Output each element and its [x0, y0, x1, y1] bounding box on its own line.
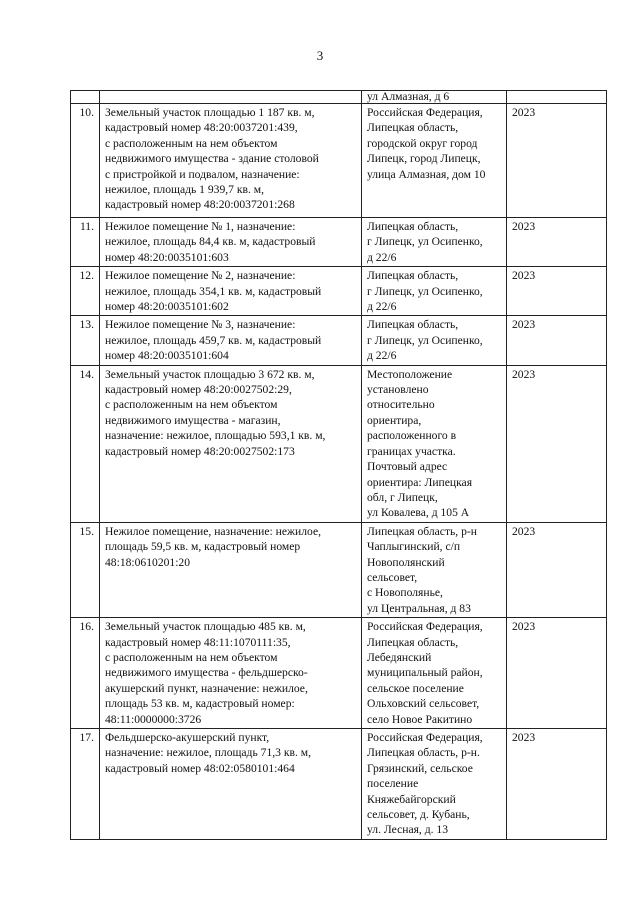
row-number-cell: 16. [71, 618, 100, 729]
object-name-line: недвижимого имущества - фельдшерско- [105, 666, 308, 680]
address-line: Липецкая область, [367, 635, 459, 649]
object-name-line: с расположенным на нем объектом [105, 136, 278, 150]
address-line: Почтовый адрес [367, 460, 448, 474]
object-name-line: кадастровый номер 48:11:1070111:35, [105, 635, 291, 649]
address-line: поселение [367, 777, 419, 791]
object-name-cell [100, 316, 362, 365]
object-name-line: кадастровый номер 48:02:0580101:464 [105, 761, 295, 775]
address-line: д 22/6 [367, 300, 397, 314]
address-line: расположенного в [367, 429, 457, 443]
address-line: с Новополянье, [367, 586, 443, 600]
address-line: Российская Федерация, [367, 106, 483, 119]
object-name-line: 48:18:0610201:20 [105, 555, 191, 569]
address-cell [362, 104, 507, 218]
object-name-cell [100, 618, 362, 729]
address-line: Российская Федерация, [367, 731, 483, 744]
year-cell [507, 91, 607, 104]
table-row [71, 267, 607, 316]
object-name-cell [100, 729, 362, 840]
object-name-line: Земельный участок площадью 485 кв. м, [105, 620, 306, 634]
object-name-line: нежилое, площадь 354,1 кв. м, кадастровый [105, 284, 322, 298]
object-name-line: Нежилое помещение № 2, назначение: [105, 269, 296, 283]
address-line: д 22/6 [367, 349, 397, 363]
address-line: г Липецк, ул Осипенко, [367, 235, 483, 249]
address-line: Местоположение [367, 367, 453, 381]
object-name-line: недвижимого имущества - здание столовой [105, 152, 319, 166]
address-line: Грязинский, сельское [367, 761, 473, 775]
object-name-line: Земельный участок площадью 1 187 кв. м, [105, 106, 315, 119]
object-name-line: кадастровый номер 48:20:0037201:268 [105, 198, 295, 212]
address-line: обл, г Липецк, [367, 490, 438, 504]
object-name-line: нежилое, площадь 459,7 кв. м, кадастровый [105, 333, 322, 347]
object-name-line: номер 48:20:0035101:602 [105, 300, 229, 314]
object-name-line: нежилое, площадь 1 939,7 кв. м, [105, 183, 264, 197]
address-line: Липецкая область, р-н. [367, 746, 480, 760]
address-line: Липецк, город Липецк, [367, 152, 481, 166]
address-line: Новополянский [367, 555, 445, 569]
object-name-line: площадь 53 кв. м, кадастровый номер: [105, 697, 295, 711]
address-cell [362, 267, 507, 316]
address-line: Княжебайгорский [367, 792, 456, 806]
object-name-line: площадь 59,5 кв. м, кадастровый номер [105, 540, 301, 554]
row-number-cell: 10. [71, 104, 100, 218]
address-cell [362, 618, 507, 729]
address-line: ориентира: Липецкая [367, 475, 473, 489]
table-row [71, 316, 607, 365]
row-number-cell: 11. [71, 218, 100, 267]
address-line: ул Центральная, д 83 [367, 601, 471, 615]
year-cell: 2023 [507, 267, 607, 316]
row-number-cell [71, 91, 100, 104]
table-row [71, 104, 607, 218]
table-row [71, 522, 607, 617]
address-line: муниципальный район, [367, 666, 483, 680]
object-name-line: с расположенным на нем объектом [105, 650, 278, 664]
row-number-cell: 17. [71, 729, 100, 840]
object-name-cell [100, 522, 362, 617]
object-name-cell [100, 267, 362, 316]
address-cell [362, 522, 507, 617]
address-line: Российская Федерация, [367, 620, 483, 634]
address-line: ул Ковалева, д 105 А [367, 506, 470, 520]
address-line: Чаплыгинский, с/п [367, 540, 461, 554]
object-name-line: Фельдшерско-акушерский пункт, [105, 731, 270, 744]
object-name-line: кадастровый номер 48:20:0027502:29, [105, 383, 292, 397]
address-line: г Липецк, ул Осипенко, [367, 284, 483, 298]
address-line: Липецкая область, [367, 220, 459, 233]
object-name-cell [100, 218, 362, 267]
address-line: Ольховский сельсовет, [367, 697, 480, 711]
continuation-row [71, 91, 607, 104]
object-name-cell [100, 365, 362, 522]
year-cell: 2023 [507, 522, 607, 617]
address-line: сельское поселение [367, 681, 464, 695]
object-name-line: кадастровый номер 48:20:0027502:173 [105, 444, 295, 458]
address-cell [362, 365, 507, 522]
object-name-line: назначение: нежилое, площадь 71,3 кв. м, [105, 746, 311, 760]
table-row [71, 729, 607, 840]
object-name-line: нежилое, площадь 84,4 кв. м, кадастровый [105, 235, 316, 249]
address-line: д 22/6 [367, 250, 397, 264]
row-number-cell: 15. [71, 522, 100, 617]
object-name-line: с пристройкой и подвалом, назначение: [105, 167, 300, 181]
object-name-line: недвижимого имущества - магазин, [105, 413, 281, 427]
address-line: относительно [367, 398, 435, 412]
object-name-line: Нежилое помещение № 1, назначение: [105, 220, 296, 233]
row-number-cell: 12. [71, 267, 100, 316]
year-cell: 2023 [507, 365, 607, 522]
row-number-cell: 14. [71, 365, 100, 522]
object-name-line: Нежилое помещение № 3, назначение: [105, 318, 296, 332]
year-cell: 2023 [507, 618, 607, 729]
row-number-cell: 13. [71, 316, 100, 365]
table-row [71, 618, 607, 729]
property-registry-table [70, 90, 607, 840]
year-cell: 2023 [507, 104, 607, 218]
address-line: сельсовет, [367, 570, 418, 584]
address-line: ориентира, [367, 413, 422, 427]
address-line: Лебедянский [367, 650, 432, 664]
page-number: 3 [316, 48, 324, 63]
address-line: село Новое Ракитино [367, 712, 473, 726]
object-name-line: кадастровый номер 48:20:0037201:439, [105, 121, 298, 135]
address-line: улица Алмазная, дом 10 [367, 167, 486, 181]
address-cell [362, 729, 507, 840]
object-name-line: акушерский пункт, назначение: нежилое, [105, 681, 308, 695]
year-cell: 2023 [507, 218, 607, 267]
year-cell: 2023 [507, 729, 607, 840]
address-line: Липецкая область, [367, 269, 459, 283]
address-line: г Липецк, ул Осипенко, [367, 333, 483, 347]
address-line: Липецкая область, [367, 318, 459, 332]
object-name-line: номер 48:20:0035101:604 [105, 349, 229, 363]
address-cell [362, 316, 507, 365]
object-name-cell [100, 104, 362, 218]
object-name-line: 48:11:0000000:3726 [105, 712, 202, 726]
object-name-line: Земельный участок площадью 3 672 кв. м, [105, 367, 315, 381]
object-name-cell [100, 91, 362, 104]
address-line: границах участка. [367, 444, 456, 458]
address-line: городской округ город [367, 136, 478, 150]
address-line: Липецкая область, р-н [367, 524, 477, 538]
address-line: ул. Лесная, д. 13 [367, 823, 449, 837]
address-line: установлено [367, 383, 429, 397]
year-cell: 2023 [507, 316, 607, 365]
object-name-line: Нежилое помещение, назначение: нежилое, [105, 524, 321, 538]
object-name-line: с расположенным на нем объектом [105, 398, 278, 412]
address-line: сельсовет, д. Кубань, [367, 808, 470, 822]
object-name-line: номер 48:20:0035101:603 [105, 250, 229, 264]
address-cell [362, 218, 507, 267]
address-line: ул Алмазная, д 6 [367, 90, 450, 103]
table-row [71, 218, 607, 267]
table-row [71, 365, 607, 522]
address-line: Липецкая область, [367, 121, 459, 135]
address-cell [362, 91, 507, 104]
object-name-line: назначение: нежилое, площадью 593,1 кв. м, [105, 429, 326, 443]
